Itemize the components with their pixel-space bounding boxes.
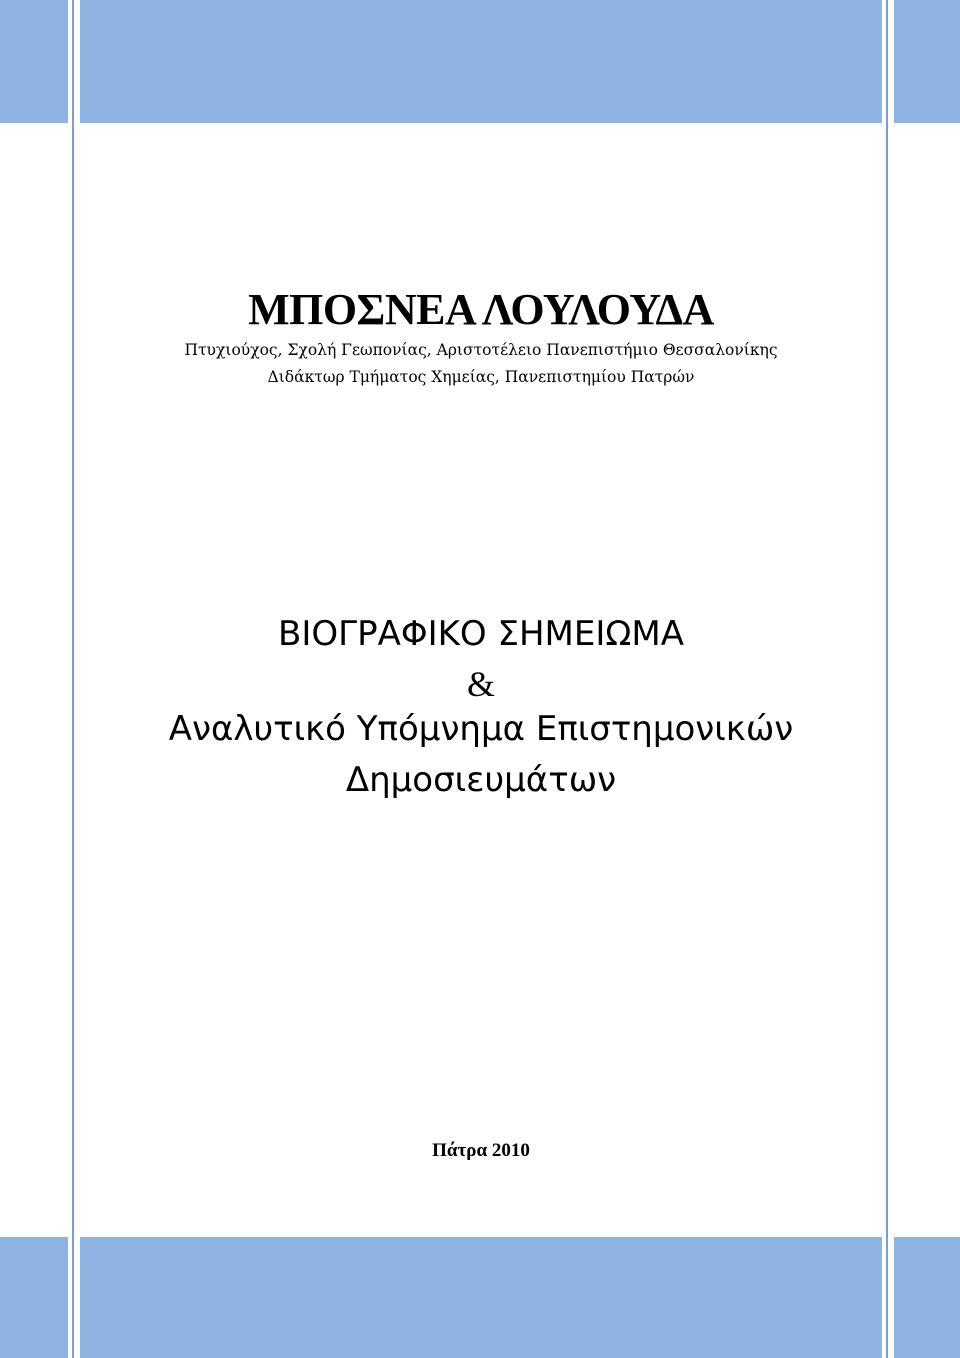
document-title-line-1: ΒΙΟΓΡΑΦΙΚΟ ΣΗΜΕΙΩΜΑ xyxy=(278,614,684,654)
author-degree-line-2: Διδάκτωρ Τμήματος Χημείας, Πανεπιστημίου Πατρών xyxy=(267,368,695,386)
top-border-block xyxy=(80,0,882,123)
bottom-border-block xyxy=(80,1237,882,1358)
left-border-line xyxy=(72,0,74,1358)
document-title-line-3: Αναλυτικό Υπόμνημα Επιστημονικών xyxy=(168,709,794,749)
top-right-border-block xyxy=(894,0,960,123)
right-border-line xyxy=(886,0,888,1358)
document-title-line-4: Δημοσιευμάτων xyxy=(345,760,617,800)
bottom-right-border-block xyxy=(894,1237,960,1358)
document-title-ampersand: & xyxy=(466,664,495,704)
author-degree-line-1: Πτυχιούχος, Σχολή Γεωπονίας, Αριστοτέλειο Πανεπιστήμιο Θεσσαλονίκης xyxy=(184,341,778,359)
place-and-year: Πάτρα 2010 xyxy=(432,1140,530,1161)
bottom-left-border-block xyxy=(0,1237,68,1358)
author-name: ΜΠΟΣΝΕΑ ΛΟΥΛΟΥΔΑ xyxy=(248,285,714,334)
top-left-border-block xyxy=(0,0,68,123)
